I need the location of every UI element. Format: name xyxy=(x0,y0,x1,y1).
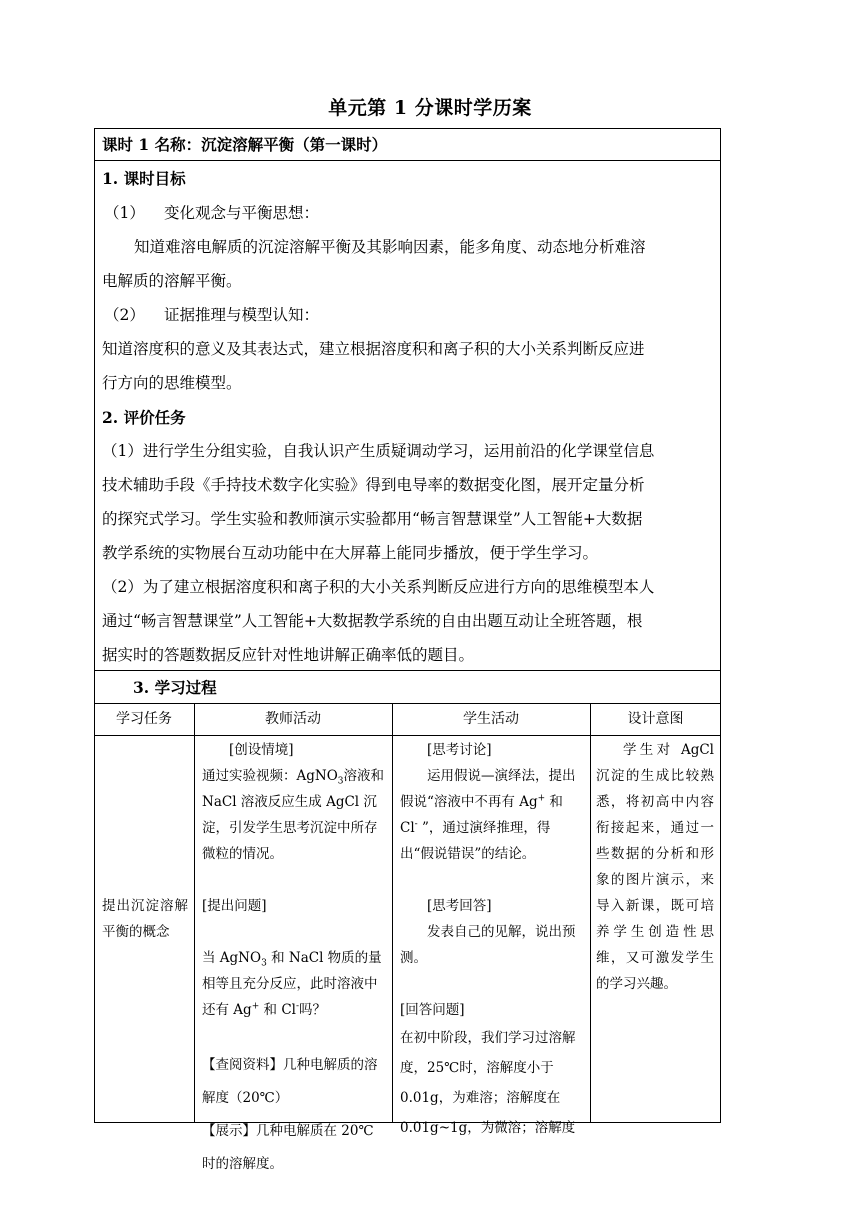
student-heading: [思考回答] xyxy=(427,898,492,914)
evaluation-text: 教学系统的实物展台互动功能中在大屏幕上能同步播放，便于学生学习。 xyxy=(102,544,599,562)
row-divider xyxy=(94,735,721,736)
column-header-intent: 设计意图 xyxy=(627,711,684,727)
section-heading-process: 3. 学习过程 xyxy=(133,678,217,697)
goal-text: 行方向的思维模型。 xyxy=(102,374,242,392)
design-intent-cell: 学生对 AgCl 沉淀的生成比较熟悉，将初高中内容衔接起来，通过一些数据的分析和形象的图片演示，来导入新课，既可培养学生创造性思维，又可激发学生的学习兴趣。 xyxy=(596,742,714,992)
student-activity-cell xyxy=(400,737,584,1143)
goal-title: 证据推理与模型认知： xyxy=(164,306,320,324)
teacher-text: 当 AgNO$_3$ 和 NaCl 物质的量相等且充分反应，此时溶液中还有 Ag+ 和 Cl-吗？ xyxy=(202,950,382,1018)
teacher-text: 【展示】几种电解质在 20℃时的溶解度。 xyxy=(202,1123,374,1172)
column-header-teacher: 教师活动 xyxy=(265,711,321,727)
section-heading-evaluation: 2. 评价任务 xyxy=(102,408,186,427)
teacher-text: 【查阅资料】几种电解质的溶解度（20℃） xyxy=(202,1057,378,1106)
task-cell: 提出沉淀溶解平衡的概念 xyxy=(102,898,188,940)
goal-label: （2） xyxy=(104,306,145,324)
goal-title: 变化观念与平衡思想： xyxy=(164,204,320,222)
goal-text: 电解质的溶解平衡。 xyxy=(102,272,242,290)
goal-text: 知道溶度积的意义及其表达式，建立根据溶度积和离子积的大小关系判断反应进 xyxy=(102,340,645,358)
student-text: 运用假说—演绎法，提出假说“溶液中不再有 Ag+ 和 Cl- ”，通过演绎推理，得出“假说错误”的结论。 xyxy=(400,768,576,862)
teacher-activity-cell xyxy=(202,737,386,1181)
lesson-name: 课时 1 名称：沉淀溶解平衡（第一课时） xyxy=(102,135,388,154)
column-divider xyxy=(392,703,393,1123)
column-header-student: 学生活动 xyxy=(463,711,519,727)
evaluation-text: 的探究式学习。学生实验和教师演示实验都用“畅言智慧课堂”人工智能+大数据 xyxy=(102,510,643,528)
student-heading: [思考讨论] xyxy=(427,742,492,758)
evaluation-text: 通过“畅言智慧课堂”人工智能+大数据教学系统的自由出题互动让全班答题，根 xyxy=(102,612,643,630)
teacher-heading: [提出问题] xyxy=(202,898,267,914)
evaluation-text: （1）进行学生分组实验，自我认识产生质疑调动学习，运用前沿的化学课堂信息 xyxy=(102,442,655,460)
teacher-text: 通过实验视频：AgNO$_3$溶液和 NaCl 溶液反应生成 AgCl 沉淀，引发学生思考沉淀中所存微粒的情况。 xyxy=(202,768,385,862)
teacher-heading: [创设情境] xyxy=(229,742,294,758)
student-heading: [回答问题] xyxy=(400,1002,465,1018)
evaluation-text: （2）为了建立根据溶度积和离子积的大小关系判断反应进行方向的思维模型本人 xyxy=(102,578,655,596)
student-text: 在初中阶段，我们学习过溶解度，25℃时，溶解度小于 0.01g，为难溶；溶解度在 0.01g~1g，为微溶；溶解度 xyxy=(400,1030,576,1136)
evaluation-text: 据实时的答题数据反应针对性地讲解正确率低的题目。 xyxy=(102,646,475,664)
evaluation-text: 技术辅助手段《手持技术数字化实验》得到电导率的数据变化图，展开定量分析 xyxy=(102,476,645,494)
section-heading-goals: 1. 课时目标 xyxy=(102,169,186,188)
column-divider xyxy=(194,703,195,1123)
goal-text: 知道难溶电解质的沉淀溶解平衡及其影响因素，能多角度、动态地分析难溶 xyxy=(134,238,646,256)
column-divider xyxy=(590,703,591,1123)
goal-label: （1） xyxy=(104,204,145,222)
student-text: 发表自己的见解，说出预测。 xyxy=(400,924,576,966)
page-title: 单元第 1 分课时学历案 xyxy=(328,97,532,119)
column-header-task: 学习任务 xyxy=(116,711,172,727)
